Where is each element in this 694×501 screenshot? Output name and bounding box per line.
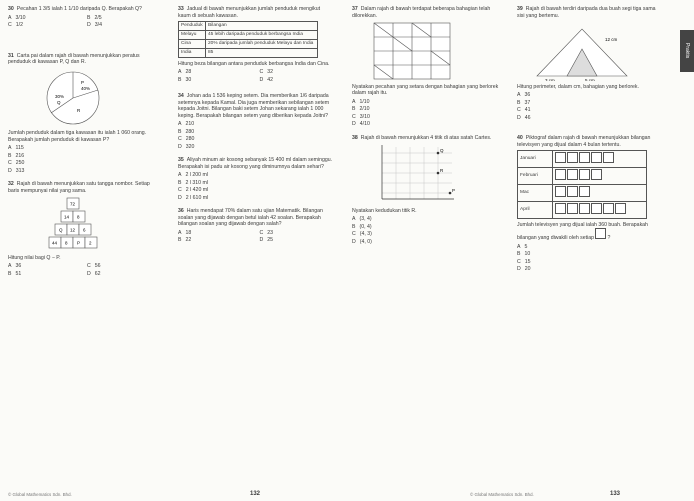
option-c[interactable]: C 56: [87, 263, 101, 269]
question-followup: Hitung perimeter, dalam cm, bahagian yang berlorek.: [517, 83, 639, 90]
question-text: Rajah di bawah menunjukkan satu tangga nombor. Setiap baris mempunyai nilai yang sama.: [8, 181, 150, 194]
question-number: 30: [8, 6, 14, 12]
question-text: Rajah di bawah menunjukkan 4 titik di atas satah Cartes.: [360, 134, 492, 141]
svg-text:6: 6: [83, 227, 86, 233]
fraction-grid: [372, 21, 452, 81]
point-r-label: R: [440, 168, 444, 173]
question-32: [8, 181, 158, 277]
footer-left: © Global Mathematics Sdn. Bhd.: [8, 491, 72, 497]
option-d[interactable]: D 20: [517, 266, 531, 273]
point-q-label: Q: [440, 148, 444, 153]
option-a[interactable]: A 115: [8, 145, 24, 151]
question-35: [178, 157, 333, 201]
option-b[interactable]: B (0, 4): [352, 223, 372, 230]
dimension-label: 5 cm: [585, 78, 595, 81]
dimension-label: 12 cm: [605, 37, 618, 42]
question-number: 34: [178, 93, 184, 100]
option-a[interactable]: A 28: [178, 69, 192, 76]
option-a[interactable]: A (3, 4): [352, 216, 372, 222]
table-row: India 85: [179, 48, 318, 57]
question-39: [517, 6, 657, 121]
page-number-left: 132: [250, 490, 261, 497]
pictograph-row: April: [518, 201, 647, 218]
question-number: 39: [517, 6, 523, 12]
point-p-label: P: [452, 188, 456, 193]
option-b[interactable]: B 30: [178, 76, 192, 83]
option-c[interactable]: C 3/10: [352, 113, 370, 120]
options: [178, 230, 333, 244]
option-b[interactable]: B 51: [8, 270, 22, 277]
option-b[interactable]: B 2/10: [352, 106, 370, 112]
option-c[interactable]: C 2 l 420 ml: [178, 187, 209, 194]
question-number: 36: [178, 208, 184, 215]
pictograph: [517, 150, 647, 219]
option-b[interactable]: B 216: [8, 152, 25, 159]
option-a[interactable]: A 5: [517, 243, 528, 250]
question-text: Haris mendapat 70% dalam satu ujian Matematik. Bilangan soalan yang dijawab dengan betul ialah 42 soalan. Berapakah bilangan soalan yang dijawab dengan salah?: [178, 208, 323, 228]
option-b[interactable]: B 37: [517, 99, 531, 106]
page-number-right: 133: [610, 490, 621, 497]
svg-text:8: 8: [65, 240, 68, 246]
pie-pct-p: 40%: [81, 85, 91, 91]
svg-text:P: P: [77, 240, 81, 246]
question-34: [178, 93, 333, 150]
question-37: [352, 6, 502, 128]
options: [178, 172, 333, 201]
table-header: Penduduk: [179, 22, 206, 31]
option-a[interactable]: A 3/10: [8, 14, 26, 21]
population-table: [178, 21, 318, 58]
dimension-label: 3 cm: [545, 78, 555, 81]
option-c[interactable]: C 15: [517, 258, 531, 265]
table-row: Cina 20% daripada jumlah penduduk Melayu dan India: [179, 39, 318, 48]
question-text: Piktograf dalam rajah di bawah menunjukkan bilangan televisyen yang dijual dalam 4 bulan tertentu.: [517, 135, 651, 148]
option-c[interactable]: C 1/2: [8, 22, 23, 28]
cartesian-plane: [372, 143, 462, 205]
pie-label-q: Q: [57, 99, 61, 105]
pictograph-row: Februari: [518, 167, 647, 184]
svg-text:72: 72: [70, 201, 76, 207]
question-number: 40: [517, 135, 523, 141]
question-followup: Jumlah televisyen yang dijual ialah 360 buah. Berapakah bilangan yang diwakili oleh setiap ?: [517, 221, 648, 242]
question-text: Aliyah minum air kosong sebanyak 15 400 ml dalam seminggu. Berapakah isi padu air kosong yang diminumnya dalam sehari?: [178, 157, 333, 170]
question-36: [178, 208, 333, 244]
left-column: [8, 6, 158, 284]
table-header: Bilangan: [206, 22, 318, 31]
question-number: 37: [352, 6, 358, 12]
option-b[interactable]: B 2 l 310 ml: [178, 179, 208, 186]
option-c[interactable]: C 250: [8, 160, 25, 166]
option-a[interactable]: A 36: [517, 92, 531, 98]
number-pyramid: [38, 196, 108, 252]
question-38: [352, 135, 502, 246]
svg-text:2: 2: [89, 240, 92, 246]
right-inner-left: [352, 6, 502, 252]
option-a[interactable]: A 1/10: [352, 98, 370, 105]
option-d[interactable]: D 2 l 610 ml: [178, 194, 209, 201]
option-a[interactable]: A 18: [178, 229, 192, 236]
question-text: Rajah di bawah terdiri daripada dua buah segi tiga sama sisi yang bertemu.: [517, 6, 656, 19]
options: [352, 99, 502, 128]
option-c[interactable]: C 41: [517, 107, 531, 113]
svg-text:8: 8: [77, 214, 80, 220]
options: [8, 145, 158, 174]
option-c[interactable]: C 23: [259, 229, 274, 236]
option-a[interactable]: A 210: [178, 121, 195, 128]
middle-column: [178, 6, 333, 251]
option-d[interactable]: D 3/4: [87, 22, 102, 28]
options: [517, 92, 657, 121]
option-d[interactable]: D 25: [259, 237, 274, 244]
question-text: Pecahan 1 3/5 ialah 1 1/10 daripada Q. Berapakah Q?: [16, 6, 142, 12]
question-text: Johan ada 1 536 keping setem. Dia memberikan 1/6 daripada setemnya kepada Kamal. Dia juga memberikan sebilangan setem kepada Joitni. Bilangan baki setem Johan sekarang ialah 1 000 keping. Berapakah bilangan setem yang diberikan kepada Joitni?: [178, 93, 330, 119]
svg-text:Q: Q: [59, 227, 63, 233]
section-tab: Praktis: [680, 30, 694, 72]
question-number: 31: [8, 52, 14, 59]
options: [517, 244, 657, 273]
option-b[interactable]: B 10: [517, 251, 531, 258]
question-number: 33: [178, 6, 184, 12]
options: [178, 121, 333, 150]
table-row: Melayu 45 lebih daripada penduduk berbangsa India: [179, 30, 318, 39]
option-a[interactable]: A 36: [8, 263, 22, 269]
question-followup: Nyatakan kedudukan titik R.: [352, 207, 417, 214]
option-b[interactable]: B 22: [178, 237, 192, 244]
option-a[interactable]: A 2 l 200 ml: [178, 172, 208, 179]
options: [8, 263, 158, 277]
svg-text:14: 14: [64, 214, 70, 220]
question-text: Jadual di bawah menunjukkan jumlah penduduk mengikut kaum di sebuah kawasan.: [178, 6, 321, 19]
question-40: [517, 135, 657, 273]
svg-text:44: 44: [52, 240, 58, 246]
question-number: 35: [178, 157, 184, 164]
right-inner-right: [517, 6, 657, 280]
question-30: [8, 6, 158, 29]
question-followup: Nyatakan pecahan yang setara dengan bahagian yang berlorek dalam rajah itu.: [352, 83, 499, 96]
triangle-figure: [527, 21, 637, 81]
options: [178, 69, 333, 83]
option-d[interactable]: D 42: [259, 76, 274, 83]
options: [352, 216, 502, 245]
option-d[interactable]: D 46: [517, 114, 531, 121]
pie-label-p: P: [81, 79, 85, 85]
option-c[interactable]: C (4, 3): [352, 231, 372, 237]
option-c[interactable]: C 32: [259, 69, 274, 76]
option-d[interactable]: D 313: [8, 167, 25, 174]
pie-pct-q: 30%: [55, 93, 65, 99]
question-followup: Hitung beza bilangan antara penduduk berbangsa India dan Cina.: [178, 60, 330, 67]
option-d[interactable]: D 320: [178, 143, 195, 150]
question-followup: Jumlah penduduk dalam tiga kawasan itu ialah 1 060 orang. Berapakah jumlah penduduk di kawasan P?: [8, 130, 147, 143]
svg-text:12: 12: [70, 227, 76, 233]
question-followup: Hitung nilai bagi Q − P.: [8, 254, 61, 261]
footer-right: © Global Mathematics Sdn. Bhd.: [470, 491, 534, 497]
question-number: 38: [352, 134, 358, 141]
options: [8, 15, 158, 29]
pie-chart: [43, 68, 103, 128]
option-b[interactable]: B 280: [178, 128, 195, 135]
question-33: [178, 6, 333, 83]
question-31: [8, 53, 158, 175]
question-text: Dalam rajah di bawah terdapat beberapa bahagian telah dilorekkan.: [352, 6, 491, 19]
option-d[interactable]: D (4, 0): [352, 238, 372, 245]
option-d[interactable]: D 4/10: [352, 121, 370, 127]
option-b[interactable]: B 2/5: [87, 14, 102, 21]
question-number: 32: [8, 181, 14, 187]
option-c[interactable]: C 280: [178, 136, 195, 143]
pictograph-row: Januari: [518, 151, 647, 168]
question-text: Carta pai dalam rajah di bawah menunjukkan peratus penduduk di kawasan P, Q dan R.: [8, 52, 140, 65]
pictograph-row: Mac: [518, 184, 647, 201]
pie-label-r: R: [77, 107, 81, 113]
option-d[interactable]: D 62: [87, 270, 101, 277]
pictograph-key-icon: [595, 228, 606, 239]
